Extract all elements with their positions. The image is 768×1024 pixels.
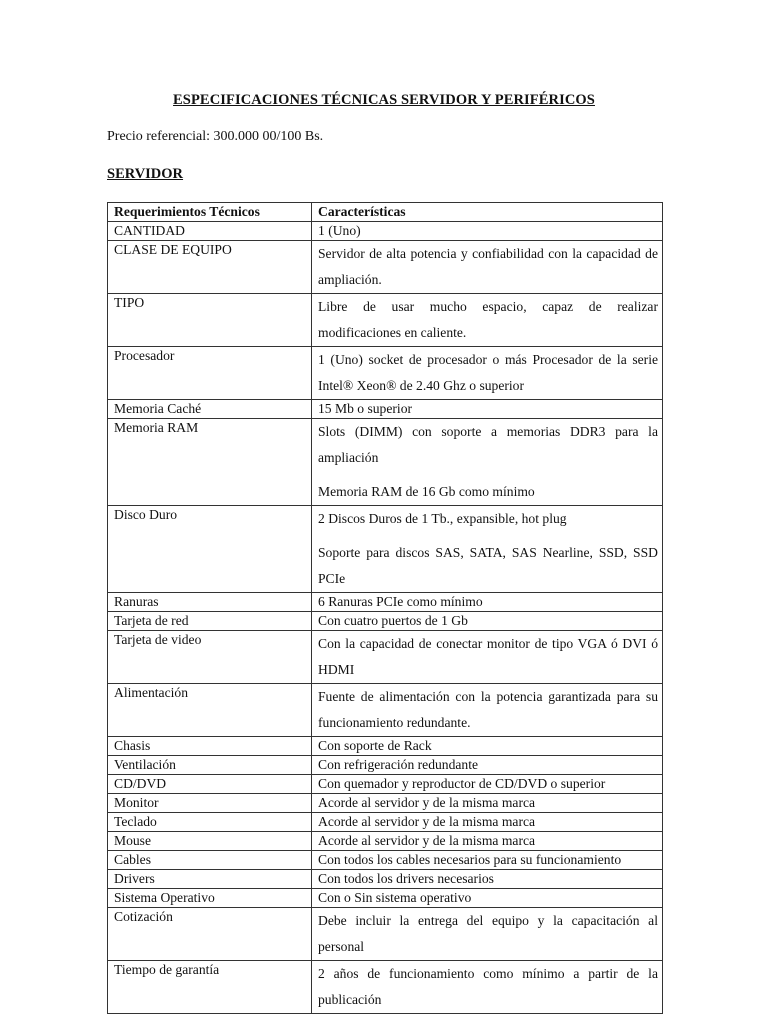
- table-row: [108, 241, 663, 294]
- table-row: [108, 851, 663, 870]
- requirement-cell: Alimentación: [108, 684, 312, 737]
- requirement-cell: Memoria RAM: [108, 419, 312, 506]
- table-row: [108, 889, 663, 908]
- requirement-cell: Chasis: [108, 737, 312, 756]
- requirement-cell: CD/DVD: [108, 775, 312, 794]
- requirement-cell: Tarjeta de red: [108, 612, 312, 631]
- requirement-cell: Cables: [108, 851, 312, 870]
- characteristics-text: 6 Ranuras PCIe como mínimo: [318, 594, 483, 609]
- document-title: ESPECIFICACIONES TÉCNICAS SERVIDOR Y PERIFÉRICOS: [173, 92, 595, 108]
- table-row: [108, 813, 663, 832]
- table-row: [108, 961, 663, 1014]
- section-heading: SERVIDOR: [107, 166, 184, 182]
- characteristics-text: 2 años de funcionamiento como mínimo a partir de la publicación: [318, 966, 658, 1007]
- requirement-cell: Tiempo de garantía: [108, 961, 312, 1014]
- characteristics-text: Con quemador y reproductor de CD/DVD o superior: [318, 776, 606, 791]
- table-row: [108, 631, 663, 684]
- characteristics-cell: [312, 222, 663, 241]
- table-row: [108, 870, 663, 889]
- characteristics-cell: [312, 593, 663, 612]
- specifications-table: [107, 202, 663, 1014]
- requirement-cell: Mouse: [108, 832, 312, 851]
- characteristics-cell: [312, 241, 663, 294]
- table-body: [108, 222, 663, 1014]
- characteristics-text: Fuente de alimentación con la potencia garantizada para su funcionamiento redundante.: [318, 689, 658, 730]
- table-row: [108, 294, 663, 347]
- table-row: [108, 419, 663, 506]
- characteristics-text: Con todos los drivers necesarios: [318, 871, 494, 886]
- characteristics-cell: [312, 908, 663, 961]
- requirement-cell: Sistema Operativo: [108, 889, 312, 908]
- characteristics-cell: [312, 294, 663, 347]
- characteristics-cell: [312, 794, 663, 813]
- characteristics-text: Slots (DIMM) con soporte a memorias DDR3 para la ampliación: [318, 424, 658, 465]
- requirement-cell: Memoria Caché: [108, 400, 312, 419]
- characteristics-cell: [312, 506, 663, 593]
- characteristics-cell: [312, 756, 663, 775]
- table-header-row: [108, 203, 663, 222]
- table-row: [108, 832, 663, 851]
- characteristics-text: Servidor de alta potencia y confiabilidad con la capacidad de ampliación.: [318, 246, 658, 287]
- header-characteristics: Características: [312, 203, 663, 222]
- requirement-cell: Teclado: [108, 813, 312, 832]
- table-row: [108, 506, 663, 593]
- characteristics-cell: [312, 813, 663, 832]
- characteristics-cell: [312, 851, 663, 870]
- characteristics-cell: [312, 889, 663, 908]
- characteristics-cell: [312, 832, 663, 851]
- header-requirement: Requerimientos Técnicos: [108, 203, 312, 222]
- requirement-cell: Drivers: [108, 870, 312, 889]
- table-row: [108, 775, 663, 794]
- table-row: [108, 684, 663, 737]
- characteristics-text: 1 (Uno) socket de procesador o más Procesador de la serie Intel® Xeon® de 2.40 Ghz o superior: [318, 352, 658, 393]
- characteristics-cell: [312, 775, 663, 794]
- characteristics-cell: [312, 870, 663, 889]
- characteristics-text: Memoria RAM de 16 Gb como mínimo: [318, 484, 535, 499]
- characteristics-text: Con cuatro puertos de 1 Gb: [318, 613, 468, 628]
- requirement-cell: Disco Duro: [108, 506, 312, 593]
- table-row: [108, 593, 663, 612]
- characteristics-cell: [312, 347, 663, 400]
- requirement-cell: CLASE DE EQUIPO: [108, 241, 312, 294]
- characteristics-text: Con todos los cables necesarios para su funcionamiento: [318, 852, 622, 867]
- requirement-cell: Monitor: [108, 794, 312, 813]
- requirement-cell: Ranuras: [108, 593, 312, 612]
- table-row: [108, 794, 663, 813]
- table-row: [108, 908, 663, 961]
- characteristics-cell: [312, 631, 663, 684]
- requirement-cell: TIPO: [108, 294, 312, 347]
- characteristics-text: Con o Sin sistema operativo: [318, 890, 472, 905]
- characteristics-text: Con la capacidad de conectar monitor de tipo VGA ó DVI ó HDMI: [318, 636, 658, 677]
- table-row: [108, 222, 663, 241]
- table-row: [108, 612, 663, 631]
- reference-price: Precio referencial: 300.000 00/100 Bs.: [107, 129, 324, 144]
- characteristics-cell: [312, 419, 663, 506]
- table-row: [108, 400, 663, 419]
- requirement-cell: Ventilación: [108, 756, 312, 775]
- requirement-cell: Cotización: [108, 908, 312, 961]
- characteristics-cell: [312, 737, 663, 756]
- characteristics-cell: [312, 684, 663, 737]
- characteristics-cell: [312, 400, 663, 419]
- characteristics-text: Con soporte de Rack: [318, 738, 432, 753]
- characteristics-cell: [312, 961, 663, 1014]
- characteristics-text: Debe incluir la entrega del equipo y la capacitación al personal: [318, 913, 658, 954]
- characteristics-text: Acorde al servidor y de la misma marca: [318, 795, 536, 810]
- requirement-cell: Tarjeta de video: [108, 631, 312, 684]
- table-row: [108, 347, 663, 400]
- table-row: [108, 756, 663, 775]
- characteristics-text: Acorde al servidor y de la misma marca: [318, 833, 536, 848]
- characteristics-text: 15 Mb o superior: [318, 401, 413, 416]
- characteristics-text: Soporte para discos SAS, SATA, SAS Nearline, SSD, SSD PCIe: [318, 545, 658, 586]
- requirement-cell: CANTIDAD: [108, 222, 312, 241]
- characteristics-text: Libre de usar mucho espacio, capaz de realizar modificaciones en caliente.: [318, 299, 658, 340]
- characteristics-cell: [312, 612, 663, 631]
- characteristics-text: 2 Discos Duros de 1 Tb., expansible, hot plug: [318, 511, 567, 526]
- characteristics-text: Con refrigeración redundante: [318, 757, 479, 772]
- characteristics-text: 1 (Uno): [318, 223, 361, 238]
- characteristics-text: Acorde al servidor y de la misma marca: [318, 814, 536, 829]
- requirement-cell: Procesador: [108, 347, 312, 400]
- table-row: [108, 737, 663, 756]
